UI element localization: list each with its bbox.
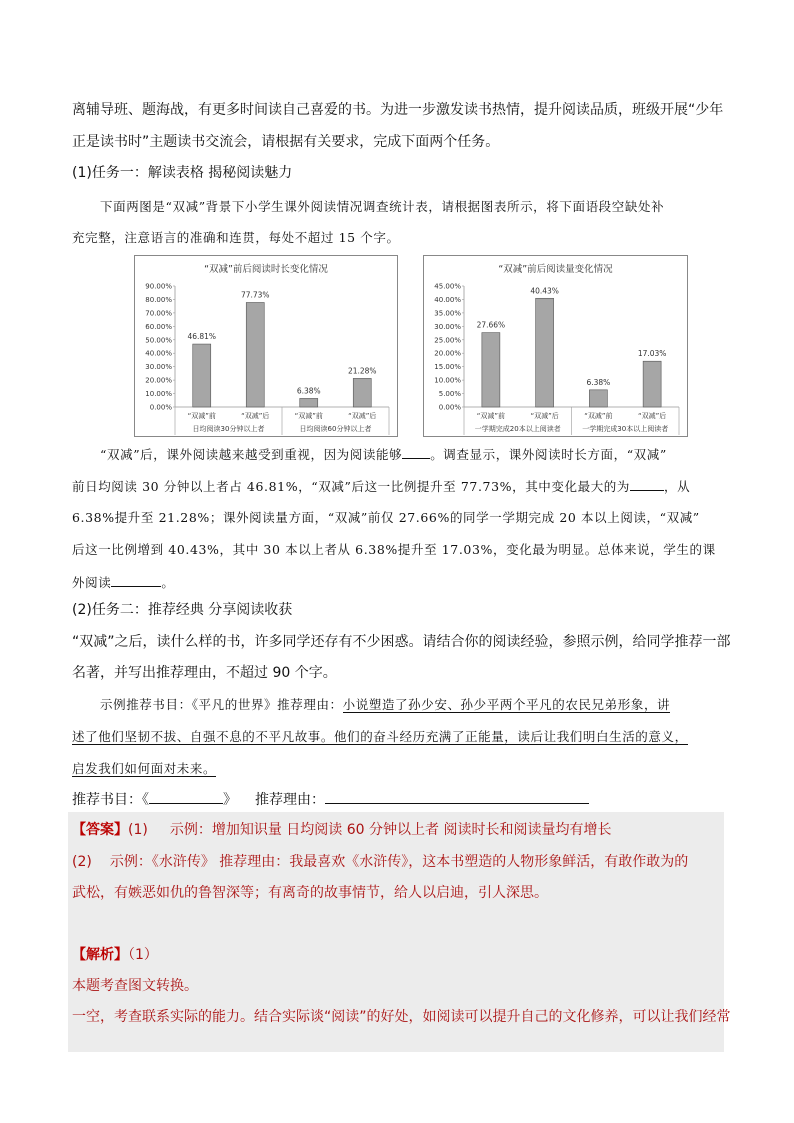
reading-amount-chart bbox=[423, 255, 688, 437]
passage-text: ，从 bbox=[664, 479, 691, 494]
passage-text: “双减”后，课外阅读越来越受到重视，因为阅读能够 bbox=[100, 447, 403, 462]
answer-line-1 bbox=[72, 820, 611, 840]
example-reason: 述了他们坚韧不拔、自强不息的不平凡故事。他们的奋斗经历充满了正能量，读后让我们明白生活的意义， bbox=[72, 729, 688, 744]
y-tick-label: 5.00% bbox=[438, 390, 461, 399]
bar-value-label: 27.66% bbox=[476, 320, 506, 330]
y-tick-label: 20.00% bbox=[434, 349, 461, 358]
y-tick-label: 0.00% bbox=[149, 403, 172, 412]
category-label: “双减”后 bbox=[530, 412, 559, 420]
category-label: “双减”前 bbox=[584, 412, 613, 420]
recommend-book-input[interactable] bbox=[149, 789, 223, 804]
reading-time-chart-svg bbox=[135, 256, 397, 436]
bar-value-label: 40.43% bbox=[530, 286, 559, 296]
passage-line-1 bbox=[100, 444, 667, 465]
y-tick-label: 10.00% bbox=[145, 390, 172, 399]
answer-label: 【答案】 bbox=[72, 822, 128, 838]
passage-line-2 bbox=[72, 476, 690, 497]
bar-value-label: 77.73% bbox=[240, 290, 270, 300]
intro-line-1: 离辅导班、题海战，有更多时间读自己喜爱的书。为进一步激发读书热情，提升阅读品质，班级开展“少年 bbox=[72, 102, 724, 118]
y-tick-label: 50.00% bbox=[145, 336, 172, 345]
bar-value-label: 46.81% bbox=[187, 332, 217, 342]
recommend-book-label: 推荐书目：《 bbox=[72, 792, 149, 808]
y-tick-label: 0.00% bbox=[438, 403, 461, 412]
bar-value-label: 17.03% bbox=[637, 349, 667, 359]
task1-instruction-2: 充完整，注意语言的准确和连贯，每处不超过 15 个字。 bbox=[72, 230, 400, 245]
answer-blank-3[interactable] bbox=[111, 572, 161, 587]
bar bbox=[193, 344, 211, 407]
passage-text: 前日均阅读 30 分钟以上者占 46.81%，“双减”后这一比例提升至 77.73%，其中变化最大的为 bbox=[72, 479, 631, 494]
y-tick-label: 40.00% bbox=[434, 295, 461, 304]
bar-value-label: 6.38% bbox=[296, 386, 321, 396]
y-tick-label: 10.00% bbox=[434, 376, 461, 385]
chart-title: “双减”前后阅读时长变化情况 bbox=[204, 264, 328, 275]
reading-time-chart bbox=[134, 255, 398, 437]
analysis-line-2: 一空，考查联系实际的能力。结合实际谈“阅读”的好处，如阅读可以提升自己的文化修养，可以让我们经常 bbox=[72, 1009, 731, 1025]
y-tick-label: 25.00% bbox=[434, 336, 461, 345]
category-label: “双减”后 bbox=[348, 412, 377, 420]
group-label: 一学期完成20本以上阅读者 bbox=[474, 425, 561, 433]
task1-title: (1)任务一：解读表格 揭秘阅读魅力 bbox=[72, 165, 293, 181]
category-label: “双减”前 bbox=[187, 412, 216, 420]
passage-text: 。调查显示，课外阅读时长方面，“双减” bbox=[430, 447, 667, 462]
answer-1-number: (1) bbox=[128, 822, 148, 838]
bar-value-label: 6.38% bbox=[586, 377, 611, 387]
recommend-line bbox=[72, 789, 589, 810]
y-tick-label: 20.00% bbox=[145, 376, 172, 385]
passage-line-4: 后这一比例增到 40.43%，其中 30 本以上者从 6.38%提升至 17.03%，变化最为明显。总体来说，学生的课 bbox=[72, 542, 716, 557]
y-tick-label: 40.00% bbox=[145, 349, 172, 358]
bar bbox=[643, 361, 661, 407]
task2-question-2: 名著，并写出推荐理由，不超过 90 个字。 bbox=[72, 665, 337, 681]
y-tick-label: 70.00% bbox=[145, 309, 172, 318]
group-label: 日均阅读60分钟以上者 bbox=[299, 425, 372, 433]
example-prefix: 示例推荐书目：《平凡的世界》推荐理由： bbox=[100, 697, 343, 712]
passage-line-3: 6.38%提升至 21.28%；课外阅读量方面，“双减”前仅 27.66%的同学一学期完成 20 本以上阅读，“双减” bbox=[72, 510, 700, 525]
passage-line-5 bbox=[72, 572, 174, 593]
bar bbox=[589, 390, 607, 407]
category-label: “双减”前 bbox=[294, 412, 323, 420]
bar bbox=[482, 333, 500, 407]
bar-value-label: 21.28% bbox=[347, 366, 377, 376]
answer-line-3: 武松，有嫉恶如仇的鲁智深等；有离奇的故事情节，给人以启迪，引人深思。 bbox=[72, 885, 548, 901]
group-label: 日均阅读30分钟以上者 bbox=[192, 425, 265, 433]
y-tick-label: 15.00% bbox=[434, 363, 461, 372]
example-reason: 小说塑造了孙少安、孙少平两个平凡的农民兄弟形象，讲 bbox=[342, 697, 671, 712]
y-tick-label: 45.00% bbox=[434, 282, 461, 291]
task1-instruction-1: 下面两图是“双减”背景下小学生课外阅读情况调查统计表，请根据图表所示，将下面语段空缺处补 bbox=[100, 199, 665, 214]
bar bbox=[300, 398, 318, 407]
task2-question-1: “双减”之后，读什么样的书，许多同学还存有不少困惑。请结合你的阅读经验，参照示例，给同学推荐一部 bbox=[72, 634, 731, 650]
answer-1-text: 示例：增加知识量 日均阅读 60 分钟以上者 阅读时长和阅读量均有增长 bbox=[169, 822, 612, 838]
chart-title: “双减”前后阅读量变化情况 bbox=[498, 264, 613, 275]
answer-blank-1[interactable] bbox=[402, 444, 430, 459]
group-label: 一学期完成30本以上阅读者 bbox=[582, 425, 669, 433]
bar bbox=[353, 378, 371, 407]
reading-amount-chart-svg bbox=[424, 256, 687, 436]
example-line-1 bbox=[100, 695, 670, 715]
example-line-2 bbox=[72, 727, 688, 747]
analysis-line-1: 本题考查图文转换。 bbox=[72, 978, 198, 994]
example-line-3 bbox=[72, 759, 216, 779]
task2-title: (2)任务二：推荐经典 分享阅读收获 bbox=[72, 602, 293, 618]
recommend-reason-input[interactable] bbox=[325, 789, 589, 804]
y-tick-label: 35.00% bbox=[434, 309, 461, 318]
answer-2-text: 示例：《水浒传》 推荐理由：我最喜欢《水浒传》，这本书塑造的人物形象鲜活，有敢作敢为的 bbox=[109, 854, 689, 870]
category-label: “双减”后 bbox=[637, 412, 667, 420]
passage-text: 。 bbox=[161, 575, 175, 590]
recommend-reason-label: 推荐理由： bbox=[255, 792, 325, 808]
y-tick-label: 90.00% bbox=[145, 282, 172, 291]
y-tick-label: 30.00% bbox=[434, 322, 461, 331]
category-label: “双减”后 bbox=[241, 412, 270, 420]
example-reason: 启发我们如何面对未来。 bbox=[72, 761, 217, 776]
bar bbox=[536, 298, 554, 407]
y-tick-label: 80.00% bbox=[145, 295, 172, 304]
answer-2-number: (2) bbox=[72, 854, 92, 870]
y-tick-label: 60.00% bbox=[145, 322, 172, 331]
answer-line-2 bbox=[72, 852, 688, 872]
bar bbox=[246, 302, 264, 407]
analysis-heading bbox=[72, 945, 158, 965]
analysis-number: （1） bbox=[128, 947, 158, 963]
recommend-book-close: 》 bbox=[223, 792, 237, 808]
analysis-label: 【解析】 bbox=[72, 947, 128, 963]
passage-text: 外阅读 bbox=[72, 575, 112, 590]
answer-blank-2[interactable] bbox=[630, 476, 664, 491]
category-label: “双减”前 bbox=[476, 412, 506, 420]
intro-line-2: 正是读书时”主题读书交流会，请根据有关要求，完成下面两个任务。 bbox=[72, 134, 500, 150]
y-tick-label: 30.00% bbox=[145, 363, 172, 372]
